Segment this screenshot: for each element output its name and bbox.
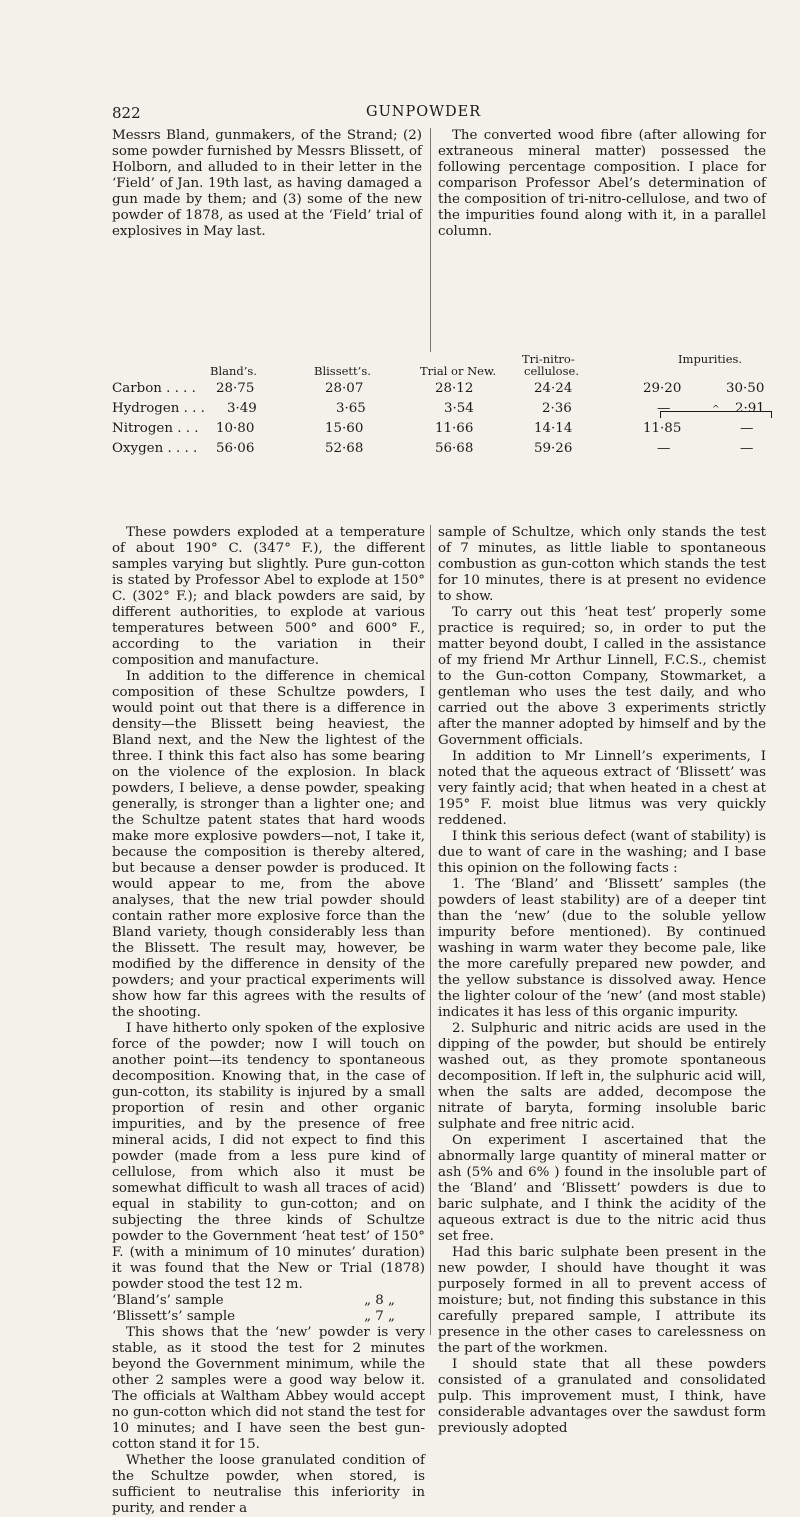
sample-row-blissett — [112, 1309, 425, 1325]
cell-bland: 3·49 — [227, 401, 257, 416]
cell-trinitro: 24·24 — [534, 381, 573, 396]
row-label: Oxygen . . . . — [112, 441, 198, 456]
header-trinitro-1: Tri-nitro- — [522, 352, 575, 366]
right-column-intro — [438, 128, 766, 240]
cell-impurity-1: 11·85 — [643, 421, 682, 436]
paragraph: On experiment I ascertained that the abnormally large quantity of mineral matter or ash (5% and 6% ) found in the insoluble part of the ‘Bland’ and ‘Blissett’ powders is due to baric sulphate, and I think the acidity of the aqueous extract is due to the nitric acid thus set free. — [438, 1133, 766, 1244]
cell-blissett: 3·65 — [336, 401, 366, 416]
paragraph: The converted wood fibre (after allowing for extraneous mineral matter) possessed the following percentage composition. I place for comparison Professor Abel’s determination of the composition of tri-nitro-cellulose, and two of the impurities found along with it, in a parallel column. — [438, 128, 766, 239]
paragraph: I think this serious defect (want of stability) is due to want of care in the washing; and I base this opinion on the following facts : — [438, 829, 766, 876]
sample-value: „ 8 „ — [364, 1293, 395, 1308]
right-column-body — [438, 525, 766, 1437]
paragraph: 1. The ‘Bland’ and ‘Blissett’ samples (the powders of least stability) are of a deeper tint than the ‘new’ (due to the soluble yellow impurity before mentioned). By continued washing in warm water they become pale, like the more carefully prepared new powder, and the yellow substance is dissolved away. Hence the lighter colour of the ‘new’ (and most stable) indicates it has less of this organic impurity. — [438, 877, 766, 1020]
cell-blissett: 52·68 — [325, 441, 364, 456]
cell-trial: 11·66 — [435, 421, 474, 436]
row-label: Nitrogen . . . — [112, 421, 199, 436]
sample-label: ‘Bland’s’ sample — [112, 1293, 224, 1308]
paragraph: This shows that the ‘new’ powder is very stable, as it stood the test for 2 minutes beyond the Government minimum, while the other 2 samples were a good way below it. The officials at Waltham Abbey would accept no gun-cotton which did not stand the test for 10 minutes; and I have seen the best gun-cotton stand it for 15. — [112, 1325, 425, 1452]
paragraph: In addition to Mr Linnell’s experiments, I noted that the aqueous extract of ‘Blissett’ was very faintly acid; that when heated in a chest at 195° F. moist blue litmus was very quickly reddened. — [438, 749, 766, 828]
cell-bland: 10·80 — [216, 421, 255, 436]
sample-value: „ 7 „ — [364, 1309, 395, 1324]
paragraph: I have hitherto only spoken of the explosive force of the powder; now I will touch on another point—its tendency to spontaneous decomposition. Knowing that, in the case of gun-cotton, its stability is injured by a small proportion of resin and other organic impurities, and by the presence of free mineral acids, I did not expect to find this powder (made from a less pure kind of cellulose, from which also it must be somewhat difficult to wash all traces of acid) equal in stability to gun-cotton; and on subjecting the three kinds of Schultze powder to the Government ‘heat test’ of 150° F. (with a minimum of 10 minutes’ duration) it was found that the New or Trial (1878) powder stood the test 12 m. — [112, 1021, 425, 1292]
paragraph: Had this baric sulphate been present in the new powder, I should have thought it was purposely formed in all to prevent access of moisture; but, not finding this substance in this carefully prepared sample, I attribute its presence in the other cases to carelessness on the part of the workmen. — [438, 1245, 766, 1356]
header-bland: Bland’s. — [210, 364, 257, 378]
header-impurities: Impurities. — [678, 352, 743, 366]
column-divider-body — [430, 525, 431, 1335]
cell-impurity-2: 2·91 — [735, 401, 765, 416]
sample-label: ‘Blissett’s’ sample — [112, 1309, 236, 1324]
cell-trinitro: 14·14 — [534, 421, 573, 436]
paragraph: These powders exploded at a temperature of about 190° C. (347° F.), the different samples varying but slightly. Pure gun-cotton is stated by Professor Abel to explode at 150° C. (302° F.); and black powders are said, by different authorities, to explode at various temperatures between 500° and 600° F., according to the variation in their composition and manufacture. — [112, 525, 425, 668]
row-label: Hydrogen . . . — [112, 401, 205, 416]
column-divider-top — [430, 128, 431, 352]
composition-table — [112, 352, 772, 504]
paragraph: I should state that all these powders consisted of a granulated and consolidated pulp. This improvement must, I think, have considerable advantages over the sawdust form previously adopted — [438, 1357, 766, 1436]
cell-blissett: 28·07 — [325, 381, 364, 396]
cell-trial: 28·12 — [435, 381, 474, 396]
cell-trinitro: 59·26 — [534, 441, 573, 456]
cell-bland: 56·06 — [216, 441, 255, 456]
cell-impurity-1: — — [657, 401, 671, 416]
paragraph: To carry out this ‘heat test’ properly some practice is required; so, in order to put the matter beyond doubt, I called in the assistance of my friend Mr Arthur Linnell, F.C.S., chemist to the Gun-cotton Company, Stowmarket, a gentleman who uses the test daily, and who carried out the above 3 experiments strictly after the manner adopted by himself and by the Government officials. — [438, 605, 766, 748]
cell-impurity-1: 29·20 — [643, 381, 682, 396]
page-number: 822 — [112, 104, 141, 122]
paragraph: Messrs Bland, gunmakers, of the Strand; (2) some powder furnished by Messrs Blissett, of Holborn, and alluded to in their letter in the ‘Field’ of Jan. 19th last, as having damaged a gun made by them; and (3) some of the new powder of 1878, as used at the ‘Field’ trial of explosives in May last. — [112, 128, 422, 239]
cell-impurity-2: — — [740, 441, 754, 456]
paragraph: In addition to the difference in chemical composition of these Schultze powders, I would point out that there is a difference in density—the Blissett being heaviest, the Bland next, and the New the lightest of the three. I think this fact also has some bearing on the violence of the explosion. In black powders, I believe, a dense powder, speaking generally, is stronger than a lighter one; and the Schultze patent states that hard woods make more explosive powders—not, I take it, because the composition is thereby altered, but because a denser powder is produced. It would appear to me, from the above analyses, that the new trial powder should contain rather more explosive force than the Bland variety, though considerably less than the Blissett. The result may, however, be modified by the difference in density of the powders; and your practical experiments will show how far this agrees with the results of the shooting. — [112, 669, 425, 1020]
brace-tip: ^ — [712, 405, 720, 415]
header-trial: Trial or New. — [420, 364, 497, 378]
paragraph: 2. Sulphuric and nitric acids are used in the dipping of the powder, but should be entirely washed out, as they promote spontaneous decomposition. If left in, the sulphuric acid will, when the salts are added, decompose the nitrate of baryta, forming insoluble baric sulphate and free nitric acid. — [438, 1021, 766, 1132]
cell-trinitro: 2·36 — [542, 401, 572, 416]
header-trinitro-2: cellulose. — [524, 364, 579, 378]
paragraph: sample of Schultze, which only stands the test of 7 minutes, as little liable to spontaneous combustion as gun-cotton which stands the test for 10 minutes, there is at present no evidence to show. — [438, 525, 766, 604]
cell-trial: 3·54 — [444, 401, 474, 416]
left-column-intro — [112, 128, 422, 240]
sample-row-bland — [112, 1293, 425, 1309]
cell-impurity-1: — — [657, 441, 671, 456]
header-blissett: Blissett’s. — [314, 364, 371, 378]
cell-impurity-2: — — [740, 421, 754, 436]
left-column-body — [112, 525, 425, 1517]
cell-blissett: 15·60 — [325, 421, 364, 436]
cell-impurity-2: 30·50 — [726, 381, 765, 396]
paragraph: Whether the loose granulated condition of the Schultze powder, when stored, is sufficient to neutralise this inferiority in purity, and render a — [112, 1453, 425, 1516]
cell-bland: 28·75 — [216, 381, 255, 396]
cell-trial: 56·68 — [435, 441, 474, 456]
running-head: GUNPOWDER — [366, 104, 482, 120]
row-label: Carbon . . . . — [112, 381, 196, 396]
